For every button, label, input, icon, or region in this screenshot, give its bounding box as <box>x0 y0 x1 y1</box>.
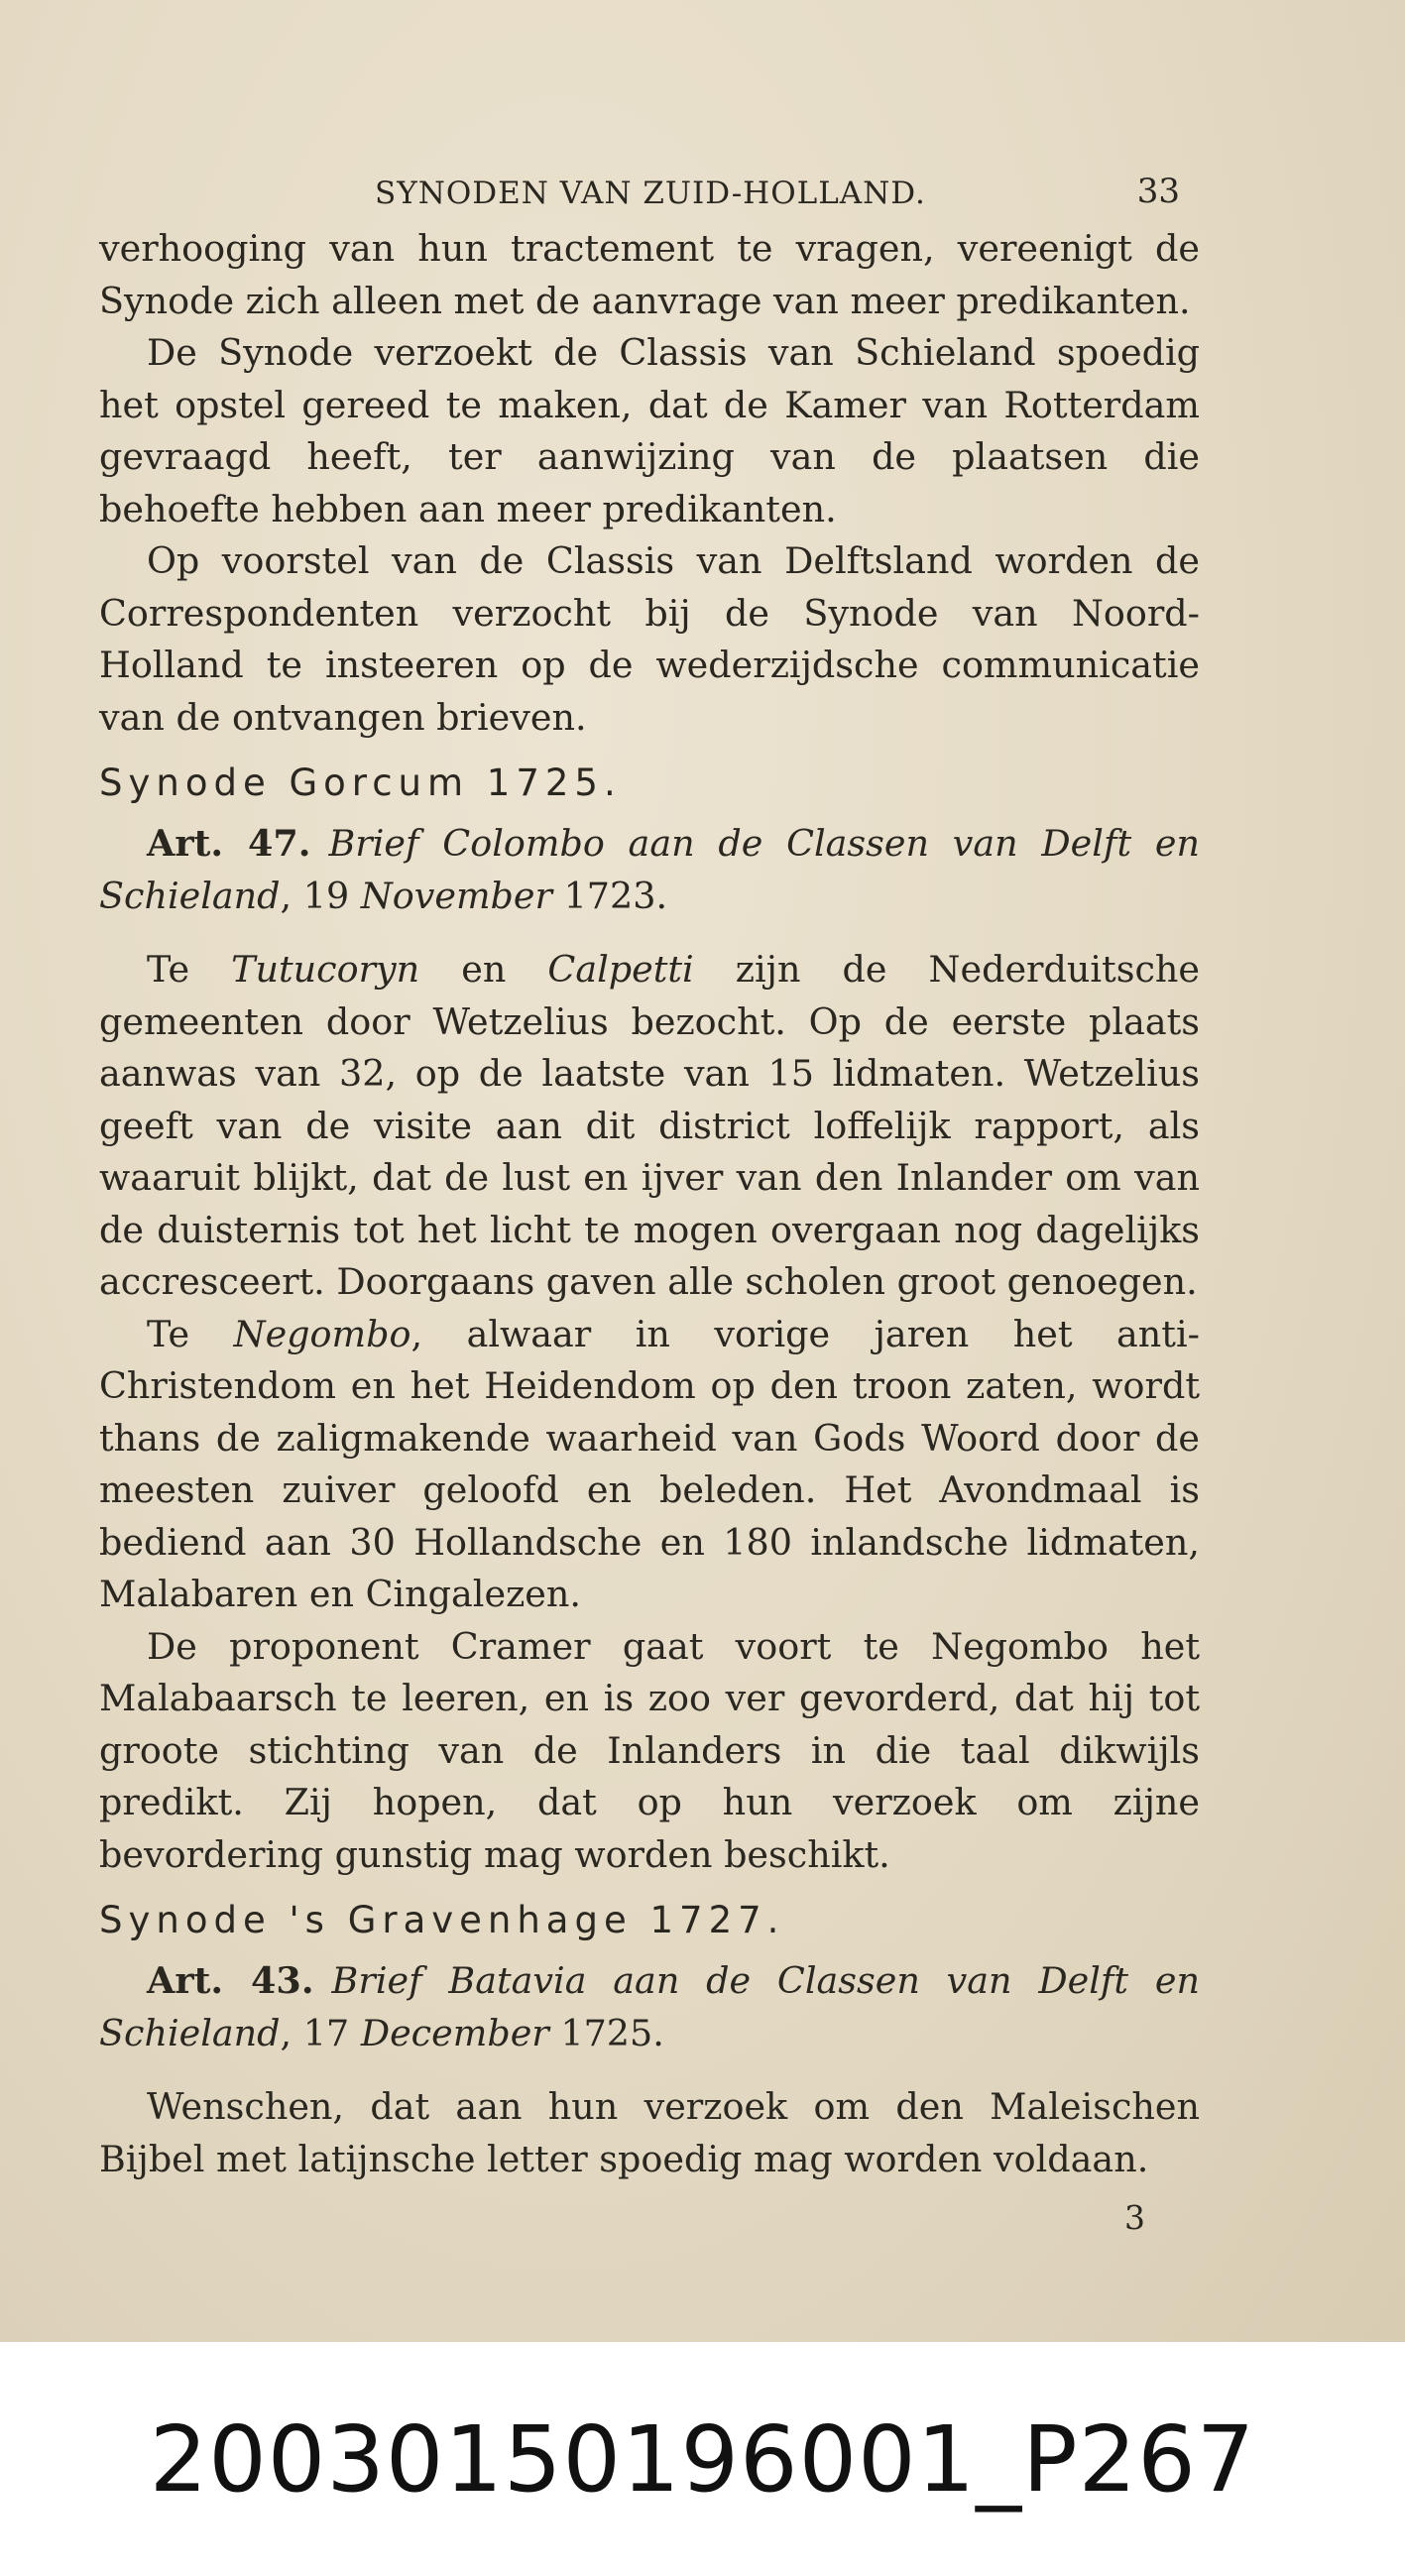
paragraph-1: verhooging van hun tractement te vragen, vereenigt de Synode zich alleen met de aanvrage van meer predikanten. <box>99 227 1200 322</box>
running-title: SYNODEN VAN ZUID-HOLLAND. <box>375 176 926 211</box>
article-date-day: , 17 <box>280 2011 361 2054</box>
article-date-month: November <box>360 874 552 917</box>
article-date-year: 1725. <box>548 2011 664 2054</box>
article-date-month: December <box>360 2011 549 2054</box>
paragraph-3: Op voorstel van de Classis van Delftsland worden de Correspondenten verzocht bij de Synode van Noord-Holland te insteeren op de wederzijdsche communicatie van de ontvangen brieven. <box>99 539 1200 739</box>
paragraph-7: Wenschen, dat aan hun verzoek om den Maleischen Bijbel met latijnsche letter spoedig mag worden voldaan. <box>99 2085 1200 2180</box>
paragraph-5 <box>99 1309 1200 1621</box>
article-47-heading <box>99 818 1200 922</box>
article-number: Art. 43. <box>147 1959 314 2002</box>
page-content <box>99 164 1200 2245</box>
signature-row <box>99 2185 1200 2245</box>
running-head <box>99 164 1200 223</box>
signature-mark: 3 <box>1124 2198 1145 2237</box>
article-title: Brief Batavia aan de Classen van Delft en Schieland <box>99 1959 1201 2054</box>
paragraph-2: De Synode verzoekt de Classis van Schieland spoedig het opstel gereed te maken, dat de Kamer van Rotterdam gevraagd heeft, ter aanwijzing van de plaatsen die behoefte hebben aan meer predikanten. <box>99 331 1200 530</box>
place-name-calpetti: Calpetti <box>547 948 694 991</box>
place-name-tutucoryn: Tutucoryn <box>231 948 420 991</box>
article-number: Art. 47. <box>147 822 311 865</box>
text-run: zijn de Nederduitsche gemeenten door Wetzelius bezocht. Op de eerste plaats aanwas van 32, op de laatste van 15 lidmaten. Wetzelius geeft van de visite aan dit district loffelijk rapport, als waaruit blijkt, dat de lust en ijver van den Inlander om van de duisternis tot het licht te mogen overgaan nog dagelijks accresceert. Doorgaans gaven alle scholen groot genoegen. <box>99 948 1200 1303</box>
article-title: Brief Colombo aan de Classen van Delft en Schieland <box>99 822 1200 917</box>
paragraph-4 <box>99 944 1200 1309</box>
article-43-heading <box>99 1955 1200 2059</box>
text-run: Te <box>147 948 232 991</box>
text-run: Te <box>147 1312 234 1355</box>
text-run: en <box>419 948 548 991</box>
article-date-year: 1723. <box>551 874 668 917</box>
section-heading-gravenhage: Synode 's Gravenhage 1727. <box>99 1899 785 1941</box>
place-name-negombo: Negombo <box>233 1312 411 1355</box>
page-number: 33 <box>1136 172 1180 211</box>
catalog-id-label: 20030150196001_P267 <box>149 2405 1256 2513</box>
section-heading-gorcum: Synode Gorcum 1725. <box>99 761 622 804</box>
paragraph-6: De proponent Cramer gaat voort te Negombo het Malabaarsch te leeren, en is zoo ver gevorderd, dat hij tot groote stichting van de Inlanders in die taal dikwijls predikt. Zij hopen, dat op hun verzoek om zijne bevordering gunstig mag worden beschikt. <box>99 1624 1200 1876</box>
article-date-day: , 19 <box>280 874 361 917</box>
text-run: , alwaar in vorige jaren het anti-Christendom en het Heidendom op den troon zaten, wordt thans de zaligmakende waarheid van Gods Woord door de meesten zuiver geloofd en beleden. Het Avondmaal is bediend aan 30 Hollandsche en 180 inlandsche lidmaten, Malabaren en Cingalezen. <box>99 1312 1200 1615</box>
